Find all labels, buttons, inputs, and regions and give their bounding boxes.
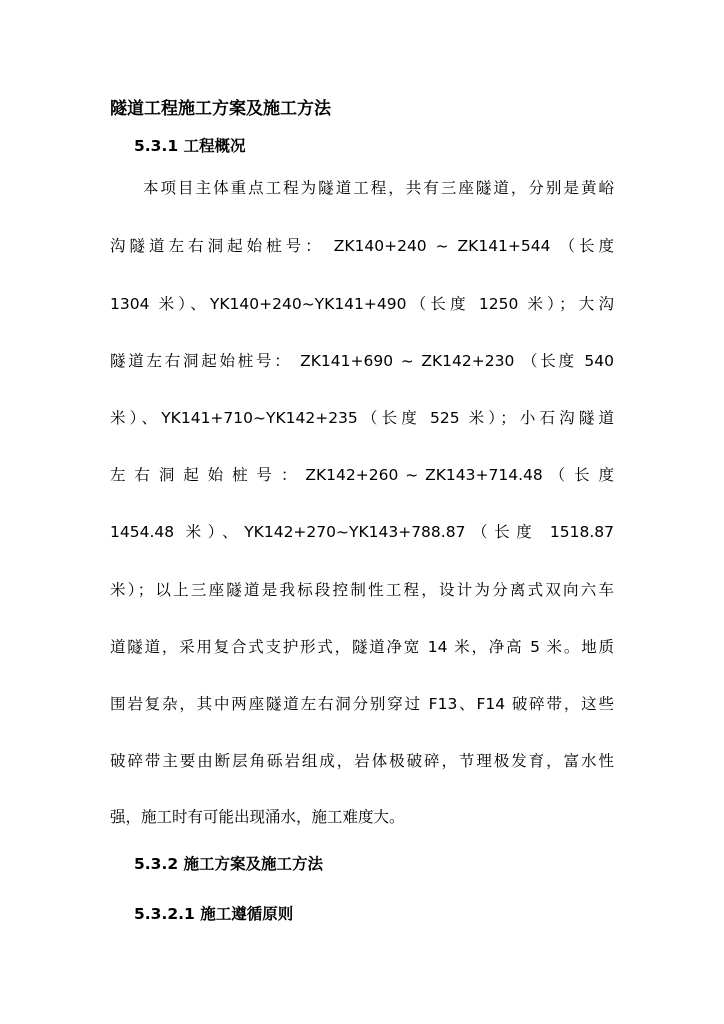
- document-title: 隧道工程施工方案及施工方法: [110, 99, 331, 119]
- paragraph-line: 1454.48 米）、YK142+270~YK143+788.87（长度 1518.87: [110, 523, 614, 541]
- paragraph-line: 破碎带主要由断层角砾岩组成，岩体极破碎，节理极发育，富水性: [110, 752, 614, 770]
- section-heading-5-3-2: 5.3.2 施工方案及施工方法: [134, 855, 324, 873]
- paragraph-line: 左 右 洞 起 始 桩 号 ： ZK142+260 ~ ZK143+714.48 （ 长 度: [110, 466, 614, 484]
- paragraph-line: 道隧道，采用复合式支护形式，隧道净宽 14 米，净高 5 米。地质: [110, 638, 614, 656]
- paragraph-line: 沟隧道左右洞起始桩号： ZK140+240 ~ ZK141+544 （长度: [110, 237, 614, 255]
- section-heading-5-3-1: 5.3.1 工程概况: [134, 137, 246, 155]
- paragraph-line-last: 强，施工时有可能出现涌水，施工难度大。: [110, 808, 405, 826]
- paragraph-line: 隧道左右洞起始桩号： ZK141+690 ~ ZK142+230 （长度 540: [110, 352, 614, 370]
- paragraph-line: 米）、YK141+710~YK142+235（长度 525 米）；小石沟隧道: [110, 409, 614, 427]
- section-heading-5-3-2-1: 5.3.2.1 施工遵循原则: [134, 905, 294, 923]
- paragraph-line: 本项目主体重点工程为隧道工程，共有三座隧道，分别是黄峪: [143, 179, 614, 197]
- paragraph-line: 1304 米）、YK140+240~YK141+490（长度 1250 米）；大沟: [110, 295, 614, 313]
- paragraph-line: 米）；以上三座隧道是我标段控制性工程，设计为分离式双向六车: [110, 581, 614, 599]
- paragraph-line: 围岩复杂，其中两座隧道左右洞分别穿过 F13、F14 破碎带，这些: [110, 695, 614, 713]
